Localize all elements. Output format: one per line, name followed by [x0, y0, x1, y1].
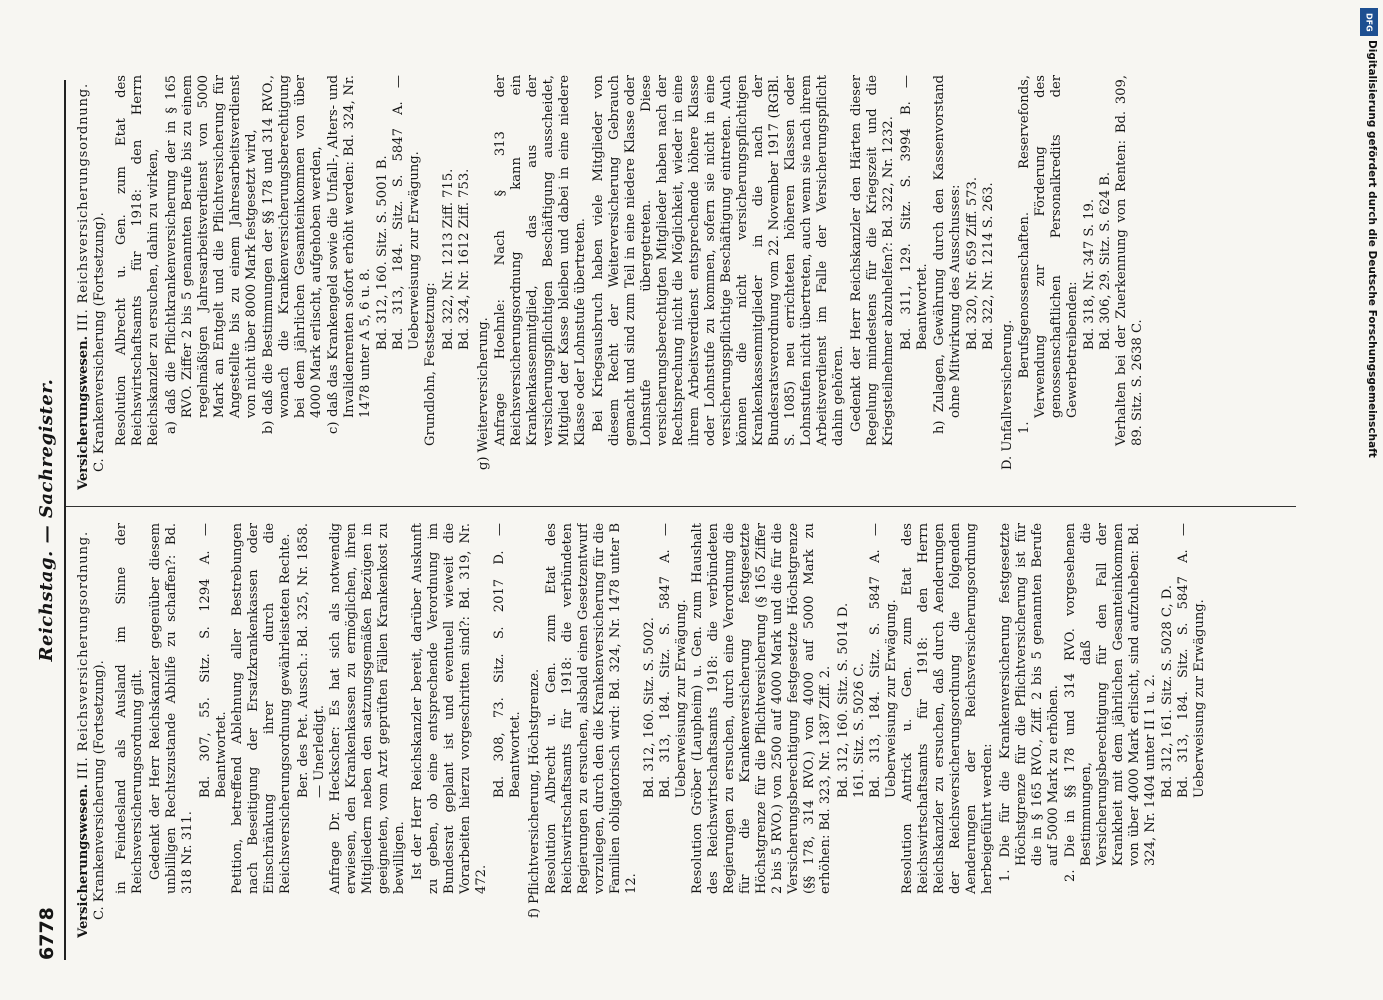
digitization-credit [1358, 12, 1382, 980]
running-title: Reichstag. — Sachregister. [36, 378, 57, 662]
index-entry: Resolution Gröber (Laupheim) u. Gen. zum Haushalt des Reichswirtschaftsamts 1918: die verbündeten Regierungen zu ersuchen, durch eine Verordnung die für die Krankenversicherung festgesetzte Höchstgrenze für die Pflichtversicherung (§ 165 Ziffer 2 bis 5 RVO.) von 2500 auf 4000 Mark und die für die Versicherungsberechtigung festgesetzte Höchstgrenze (§§ 178, 314 RVO.) von 4000 auf 5000 Mark zu erhöhen: Bd. 323, Nr. 1387 Ziff. 2. [690, 523, 833, 894]
section-subheading: C. Krankenversicherung (Fortsetzung). [92, 212, 107, 472]
index-entry: Grundlohn, Festsetzung: [423, 282, 438, 446]
reference-line: Bd. 312, 160. Sitz. S. 5001 B. [375, 155, 390, 350]
reference-line: Bd. 324, Nr. 1612 Ziff. 753. [457, 168, 472, 350]
subsection-title: g) Weiterversicherung. [476, 317, 491, 470]
section-subheading: C. Krankenversicherung (Fortsetzung). [92, 660, 107, 920]
index-entry: Bei Kriegsausbruch haben viele Mitglieder von diesem Recht der Weiterversicherung Gebrauch gemacht und sind zum Teil in eine niedere Klasse oder Lohnstufe übergetreten. Diese versicherungsberechtigten Mitglieder haben nach der Rechtsprechung nicht die Möglichkeit, wieder in eine ihrem Arbeitsverdienst entsprechende höhere Klasse oder Lohnstufe zu kommen, sofern sie nicht in eine versicherungspflichtige Beschäftigung eintreten. Auch können die nicht versicherungspflichtigen Krankenkassenmitglieder in die nach der Bundesratsverordnung vom 22. November 1917 (RGBl. S. 1085) neu errichteten höheren Klassen oder Lohnstufen nicht übertreten, auch wenn sie nach ihrem Arbeitsverdienst im Falle der Versicherungspflicht dahin gehören. [591, 75, 846, 446]
index-entry: Resolution Antrick u. Gen. zum Etat des Reichswirtschaftsamts für 1918: den Herrn Reichskanzler zu ersuchen, daß durch Aenderungen der Reichsversicherungsordnung die folgenden Aenderungen der Reichsversicherungsordnung herbeigeführt werden: [900, 523, 995, 894]
index-entry: 1. Die für die Krankenversicherung festgesetzte Höchstgrenze für die Pflichtversicherung ist für die in § 165 RVO., Ziff. 2 bis 5 genannten Berufe auf 5000 Mark zu erhöhen. [998, 523, 1061, 882]
left-entries [114, 523, 1208, 938]
index-entry: Ist der Herr Reichskanzler bereit, darüber Auskunft zu geben, ob eine entsprechende Verordnung im Bundesrat geplant ist und eventuell wieweit die Vorarbeiten hierzu vorgeschritten sind?: Bd. 319, Nr. 472. [410, 523, 489, 894]
reference-line: Ber. des Pet. Aussch.: Bd. 325, Nr. 1858. — Unerledigt. [296, 523, 327, 798]
index-entry: in Feindesland als Ausland im Sinne der Reichsversicherungsordnung gilt. [114, 523, 145, 894]
index-entry: h) Zulagen, Gewährung durch den Kassenvorstand ohne Mitwirkung des Ausschusses: [932, 75, 963, 434]
reference-line: Bd. 306, 29. Sitz. S. 624 B. [1098, 171, 1113, 350]
section-heading [76, 75, 92, 490]
right-entries [114, 75, 1146, 490]
index-entry: Petition, betreffend Ablehnung aller Bestrebungen nach Beseitigung der Ersatzkrankenkassen oder Einschränkung ihrer durch die Reichsversicherungsordnung gewährleisteten Rechte. [230, 523, 293, 894]
section-heading-title: Versicherungswesen. [76, 335, 91, 490]
index-entry: a) daß die Pflichtkrankenversicherung der in § 165 RVO. Ziffer 2 bis 5 genannten Berufe bis zu einem regelmäßigen Jahresarbeitsverdienst von 5000 Mark an Entgelt und die Pflichtversicherung für Angestellte bis zu einem Jahresarbeitsverdienst von nicht über 8000 Mark festgesetzt wird, [164, 75, 259, 434]
right-column [76, 75, 1296, 490]
index-entry: c) daß das Krankengeld sowie die Unfall-, Alters- und Invalidenrenten sofort erhöht werden: Bd. 324, Nr. 1478 unter A 5, 6 u. 8. [326, 75, 373, 434]
index-entry: Anfrage Hoehnle: Nach § 313 der Reichsversicherungsordnung kann ein Krankenkassenmitglied, das aus der versicherungspflichtigen Beschäftigung ausscheidet, Mitglied der Kasse bleiben und dabei in eine niedere Klasse oder Lohnstufe übertreten. [493, 75, 588, 446]
dfg-logo-icon: DFG [1360, 8, 1378, 36]
index-entry: Anfrage Dr. Heckscher: Es hat sich als notwendig erwiesen, den Krankenkassen zu ermöglichen, ihren Mitgliedern neben den satzungsgemäßen Bezügen in geeigneten, vom Arzt geprüften Fällen Krankenkost zu bewilligen. [328, 523, 407, 894]
page-header [30, 80, 66, 960]
reference-line: Bd. 313, 184. Sitz. S. 5847 A. — Ueberweisung zur Erwägung. [391, 75, 422, 350]
column-divider [66, 506, 1296, 507]
reference-line: Bd. 308, 73. Sitz. S. 2017 D. — Beantwortet. [492, 523, 523, 798]
section-heading-sub: III. Reichsversicherungsordnung. [76, 83, 91, 332]
section-heading [76, 523, 92, 938]
subsection-title: D. Unfallversicherung. [1000, 319, 1015, 470]
section-heading-sub: III. Reichsversicherungsordnung. [76, 531, 91, 780]
index-entry: Gedenkt der Herr Reichskanzler den Härten dieser Regelung mindestens für die Kriegszeit und die Kriegsteilnehmer abzuhelfen?: Bd. 322, Nr. 1232. [849, 75, 896, 446]
index-entry: Resolution Albrecht u. Gen. zum Etat des Reichswirtschaftsamts für 1918: die verbündeten Regierungen zu ersuchen, alsbald einen Gesetzentwurf vorzulegen, durch den die Krankenversicherung für die Familien obligatorisch wird: Bd. 324, Nr. 1478 unter B 12. [544, 523, 639, 894]
reference-line: Bd. 318, Nr. 347 S. 19. [1082, 198, 1097, 350]
reference-line: 161. Sitz. S. 5026 C. [852, 663, 867, 798]
reference-line: Bd. 313, 184. Sitz. S. 5847 A. — Ueberweisung zur Erwägung. [868, 523, 899, 798]
page-number: 6778 [36, 907, 58, 960]
reference-line: Bd. 320, Nr. 659 Ziff. 573. [965, 177, 980, 350]
subsection-title: f) Pflichtversicherung, Höchstgrenze. [527, 668, 542, 918]
reference-line: Bd. 322, Nr. 1214 S. 263. [981, 182, 996, 350]
index-entry: b) daß die Bestimmungen der §§ 178 und 314 RVO., wonach die Krankenversicherungsberechtigung bei dem jährlichen Gesamteinkommen von über 4000 Mark erlischt, aufgehoben werden, [261, 75, 324, 434]
index-entry: Resolution Albrecht u. Gen. zum Etat des Reichswirtschaftsamts für 1918: den Herrn Reichskanzler zu ersuchen, dahin zu wirken, [114, 75, 161, 446]
index-entry: Verhalten bei der Zuerkennung von Renten: Bd. 309, 89. Sitz. S. 2638 C. [1114, 75, 1145, 446]
reference-line: Bd. 307, 55. Sitz. S. 1294 A. — Beantwortet. [198, 523, 229, 798]
credit-text: Digitalisierung gefördert durch die Deutsche Forschungsgemeinschaft [1366, 40, 1378, 458]
index-entry: 2. Die in §§ 178 und 314 RVO. vorgesehenen Bestimmungen, daß die Versicherungsberechtigung für den Fall der Krankheit mit dem jährlichen Gesamteinkommen von über 4000 Mark erlischt, sind aufzuheben: Bd. 324, Nr. 1404 unter II 1 u. 2. [1063, 523, 1158, 882]
reference-line: Bd. 312, 160. Sitz. S. 5002. [642, 617, 657, 798]
reference-line: Bd. 313, 184. Sitz. S. 5847 A. — Ueberweisung zur Erwägung. [658, 523, 689, 798]
index-entry: Gedenkt der Herr Reichskanzler gegenüber diesem unbilligen Rechtszustande Abhilfe zu schaffen?: Bd. 318 Nr. 311. [148, 523, 195, 894]
reference-line: Bd. 312, 161. Sitz. S. 5028 C, D. [1160, 585, 1175, 798]
index-entry: 1. Berufsgenossenschaften. Reservefonds, Verwendung zur Förderung des genossenschaftlichen Personalkredits der Gewerbetreibenden: [1017, 75, 1080, 434]
reference-line: Bd. 313, 184. Sitz. S. 5847 A. — Ueberweisung zur Erwägung. [1176, 523, 1207, 798]
section-heading-title: Versicherungswesen. [76, 783, 91, 938]
reference-line: Bd. 312, 160. Sitz. S. 5014 D. [836, 602, 851, 798]
reference-line: Bd. 322, Nr. 1213 Ziff. 715. [441, 168, 456, 350]
left-column [76, 523, 1296, 938]
reference-line: Bd. 311, 129. Sitz. S. 3994 B. — Beantwortet. [899, 75, 930, 350]
